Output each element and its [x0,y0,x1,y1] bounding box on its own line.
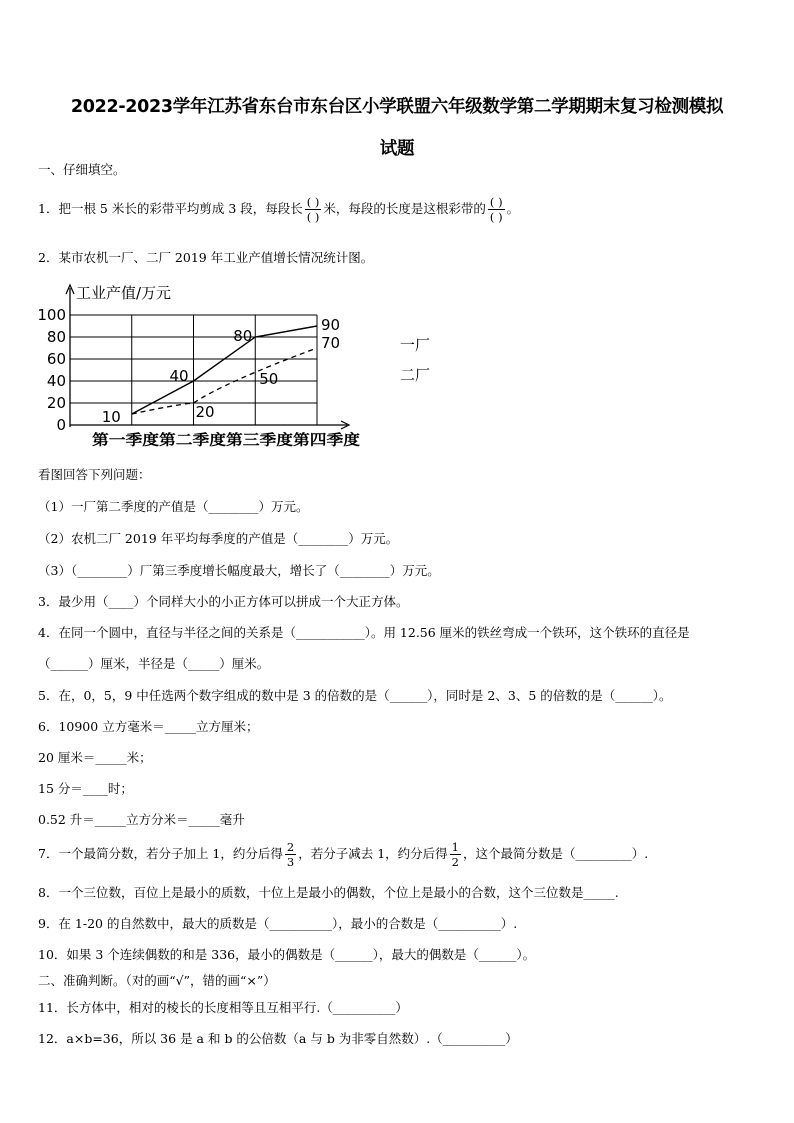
q7-text-b: ，若分子减去 1，约分后得 [298,846,448,861]
y-tick-label: 100 [37,306,66,324]
q1-text-a: 1．把一根 5 米长的彩带平均剪成 3 段，每段长 [38,201,303,216]
series-1-data-label: 80 [233,327,253,345]
title-line-1: 2022-2023学年江苏省东台市东台区小学联盟六年级数学第二学期期末复习检测模拟 [70,97,724,117]
y-tick-label: 60 [46,350,66,368]
section-2-heading: 二、准确判断。（对的画“√”，错的画“×”） [38,973,276,988]
question-6-line-2: 20 厘米＝_____米； [38,750,152,765]
q1-fraction-2[interactable] [488,195,505,224]
question-2-3: （3）（________）厂第三季度增长幅度最大，增长了（________）万元。 [38,563,440,578]
q7-frac2-denominator: 2 [451,855,459,869]
q7-text-a: 7．一个最简分数，若分子加上 1，约分后得 [38,846,283,861]
q1-frac1-numerator: ( ) [306,195,320,209]
chart-instructions: 看图回答下列问题： [38,467,151,482]
title-line-2: 试题 [379,139,415,159]
question-1 [38,193,519,225]
question-2-2: （2）农机二厂 2019 年平均每季度的产值是（________）万元。 [38,531,399,546]
series-line-1 [132,326,317,414]
q7-fraction-1 [285,840,296,869]
y-tick-label: 40 [46,372,66,390]
y-axis-label: 工业产值/万元 [76,284,172,302]
page-title [30,86,764,170]
series-1-data-label: 90 [321,316,341,334]
series-1-data-label: 40 [169,367,189,385]
y-tick-label: 20 [46,394,66,412]
q7-frac1-denominator: 3 [286,855,295,869]
series-2-data-label: 70 [321,334,341,352]
section-1-heading: 一、仔细填空。 [38,162,126,177]
q1-text-b: 米，每段的长度是这根彩带的 [323,201,486,216]
q7-frac1-numerator: 2 [286,840,295,854]
question-11: 11．长方体中，相对的棱长的长度相等且互相平行.（__________） [38,1000,408,1015]
question-9: 9．在 1-20 的自然数中，最大的质数是（__________），最小的合数是（__________）. [38,916,518,931]
question-3: 3．最少用（____）个同样大小的小正方体可以拼成一个大正方体。 [38,594,409,609]
q1-fraction-1[interactable] [305,195,322,224]
q7-fraction-2 [450,840,461,869]
y-tick-label: 0 [56,416,66,434]
question-7 [38,838,648,870]
series-1-data-label: 10 [101,408,121,426]
question-6-line-3: 15 分＝____时； [38,781,133,796]
question-12: 12．a×b=36，所以 36 是 a 和 b 的公倍数（a 与 b 为非零自然数）.（__________） [38,1031,518,1046]
legend-entry: 二厂 [400,366,431,384]
question-5: 5．在，0，5，9 中任选两个数字组成的数中是 3 的倍数的是（______），同时是 2、3、5 的倍数的是（______）。 [38,688,672,703]
q1-frac2-numerator: ( ) [489,195,503,209]
q7-text-c: ，这个最简分数是（_________）. [462,846,649,861]
series-2-data-label: 50 [259,370,279,388]
q1-frac1-denominator: ( ) [306,210,320,224]
question-2: 2．某市农机一厂、二厂 2019 年工业产值增长情况统计图。 [38,250,374,265]
question-10: 10．如果 3 个连续偶数的和是 336，最小的偶数是（______），最大的偶数是（______）。 [38,947,536,962]
q7-frac2-numerator: 1 [451,840,459,854]
x-axis-label: 第一季度第二季度第三季度第四季度 [92,433,324,449]
y-tick-label: 80 [46,328,66,346]
question-6-line-4: 0.52 升＝_____立方分米＝_____毫升 [38,812,245,827]
question-4-line-1: 4．在同一个圆中，直径与半径之间的关系是（___________）。用 12.56 厘米的铁丝弯成一个铁环，这个铁环的直径是 [38,625,690,640]
question-2-1: （1）一厂第二季度的产值是（________）万元。 [38,499,309,514]
q1-text-c: 。 [506,201,520,216]
question-6-line-1: 6．10900 立方毫米＝_____立方厘米； [38,719,259,734]
legend-entry: 一厂 [400,336,431,354]
q1-frac2-denominator: ( ) [489,210,503,224]
question-4-line-2: （______）厘米，半径是（_____）厘米。 [38,656,270,671]
chart-layer [37,284,430,449]
question-8: 8．一个三位数，百位上是最小的质数，十位上是最小的偶数，个位上是最小的合数，这个三位数是_____. [38,885,619,900]
line-chart [30,280,450,450]
series-2-data-label: 20 [195,403,215,421]
